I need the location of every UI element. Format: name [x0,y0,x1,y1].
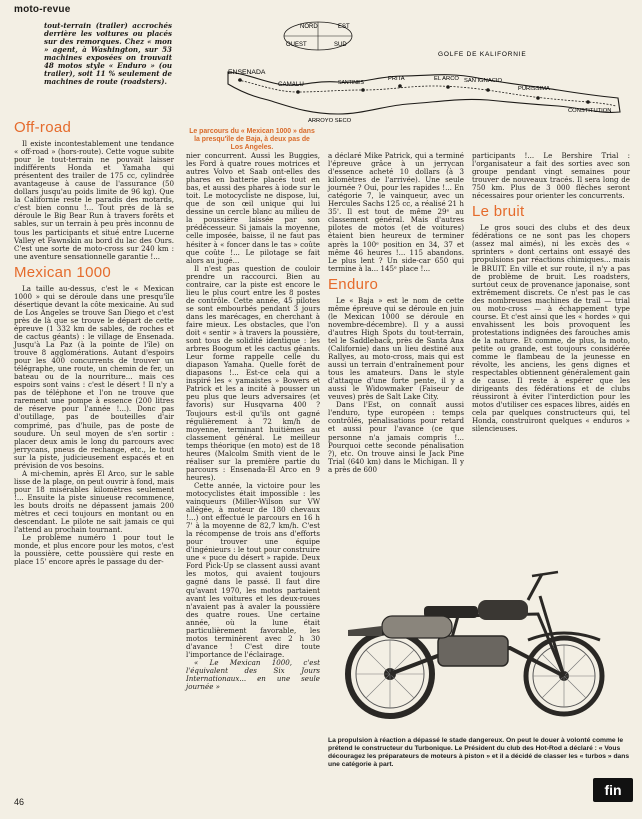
heading-mexican-1000: Mexican 1000 [14,263,111,281]
paragraph: Il n'est pas question de couloir prendre un raccourci. Bien au contraire, car la piste est encore le lieu le plus court entre les 8 postes de contrôle. Cette année, 45 pilotes se sont embourbés pendant 3 jours dans les marécages, en cherchant à faire mieux. Les obstacles, que l'on doit « sentir » à travers la poussière, sont tous de solidité identique : les arbres Boogum et les cactus géants. Leur forme rappelle celle du diapason Yamaha. Quelle forêt de diapasons !... Est-ce cela qui a inspiré les « yamaistes » Bowers et Patrick et les a incité à pousser un peu plus que leurs adversaires (et favoris) sur Husqvarna 400 ? Toujours est-il qu'ils ont gagné régulièrement à 72 km/h de moyenne, terminant huitièmes au classement général. Le meilleur temps théorique (en moto) est de 18 heures (Malcolm Smith vient de le réaliser sur la première partie du parcours : Ensenada-El Arco en 9 heures). [186,263,320,482]
page-number: 46 [14,797,25,807]
paragraph: Cette année, la victoire pour les motocyclistes était impossible : les vainqueurs (Miller-Wilson sur VW allégée, à moteur de 180 chevaux !...) ont effectué le parcours en 16 h 7' à la moyenne de 82,7 km/h. C'est la récompense de trois ans d'efforts pour trouver une équipe d'ingénieurs : le tout pour construire une « puce du désert » rapide. Deux Ford Pick-Up se classent aussi avant les motos, qui avaient toujours gagné dans le passé. Il faut dire qu'avant 1970, les motos partaient avant les voitures et les deux-roues n'avaient pas à avaler la poussière des quatre roues. Une certaine année, où la lune était particulièrement favorable, les motos terminèrent avec 2 h 30 d'avance ! C'est dire toute l'importance de l'éclairage. [186,480,320,659]
paragraph: Il existe incontestablement une tendance « off-road » (hors-route). Cette vogue subite pour le tout-terrain ne pouvait laisser indifférents Honda et Yamaha qui présentent des trailer de 175 cc, cylindrée avantageuse à cause de l'assurance (50 dollars jusqu'au poids limite de 96 kg). Que la Californie reste le paradis des motards, c'est bien connu !... Tout près de là se déroule le Big Bear Run à travers forêts et sables, sur un terrain à peu près inconnu de tous les participants et situé entre Lucerne Valley et Fawnskin au bord du lac des Ours. C'est une sorte de moto-cross sur 240 km : une aventure sensationnelle garantie !... [14,139,174,261]
fin-badge: fin [593,778,633,802]
column-1 [14,116,174,566]
paragraph: nier concurrent. Aussi les Buggies, les Ford à quatre roues motrices et autres Volvo et Saab ont-elles des phares en batterie placés tout en bas, et aussi des phares à iode sur le toit. Le motocycliste ne dispose, lui, que de son œil unique qui lui dessine un cercle blanc au milieu de la poussière laissée par son prédécesseur. Si jamais la moyenne, celle imposée, baisse, il ne faut pas hésiter à « foncer dans le tas » coûte que coûte !... Le pilotage se fait alors au jugé... [186,151,320,265]
column-2 [186,152,320,691]
column-4 [472,152,630,434]
column-3 [328,152,464,474]
ensenada-label: ENSENADA [228,69,266,76]
paragraph: La taille au-dessus, c'est le « Mexican 1000 » qui se déroule dans une presqu'île désertique devant la côte mexicaine. Au sud de Los Angeles se trouve San Diego et c'est près de là que se trouve le départ de cette épreuve (1 332 km de sables, de roches et de cactus géants) : le village de Ensenada. Jusqu'à La Paz (à la pointe de l'île) on trouve 8 agglomérations. Autant d'espoirs pour les 400 concurrents de trouver un télégraphe, une route, un chemin de fer, un bateau ou de la nourriture... mais ces espoirs sont vains : c'est le désert ! Il n'y a pas de téléphone et l'on ne trouve que rarement une pompe à essence (200 litres de réserve pour l'année !...). Donc pas d'outillage, pas de bouteilles d'air comprimé, pas d'huile, pas de poste de soudure. Un seul moyen de s'en sortir : placer deux amis le long du parcours avec jerrycans, pneus de rechange, etc., le tout sur la piste, judicieusement espacés et en prévision de vos besoins. [14,283,174,470]
paragraph: A mi-chemin, après El Arco, sur le sable lisse de la plage, on peut ouvrir à fond, mais pour 18 misérables kilomètres seulement !... Ensuite la piste sinueuse recommence, les bouts droits ne dépassent jamais 200 mètres et ceci toujours en montant ou en descendant. Le pilote ne sait jamais ce qui l'attend au prochain tournant. [14,468,174,535]
prita-label: PRITA [388,76,405,82]
santines-label: SANTINES [338,80,364,86]
paragraph: « Le Mexican 1000, c'est l'équivalent des Six Jours Internationaux... en une seule journée » [186,657,320,692]
paragraph: a déclaré Mike Patrick, qui a terminé l'épreuve grâce à un jerrycan d'essence acheté 10 dollars (à 3 kilomètres de l'arrivée). Une seule journée ? Oui, pour les rapides !... En catégorie 7, le vainqueur, avec un Hercules Sachs 125 cc, a réalisé 21 h 35'. Il est tout de même 29ᵉ au classement général. Mais d'autres pilotes de motos (et de voitures) étaient bien heureux de terminer après la 100ᵉ position en 34, 37 et même 46 heures !... 115 abandons. Le plus lent ? Un side-car 650 qui termine à la... 145ᵉ place !... [328,151,464,273]
paragraph: Le gros souci des clubs et des deux fédérations ce ne sont pas les chopers (assez mal aimés), ni les excès des « sprinters » dont certains ont essayé des propulsions par réactions chimiques... mais le BRUIT. En ville et sur route, il n'y a pas de problème de bruit. Les roadsters, surtout ceux de provenance japonaise, sont extrêmement discrets. Ce n'est pas le cas des nombreuses machines de trail — trial ou moto-cross — à échappement type course. Et c'est ainsi que les « hordes » qui envahissent les bois provoquent les protestations indignées des farouches amis de la nature. Et comme, de plus, la moto, petite ou grande, est toujours considérée comme le flambeau de la jeunesse en révolte, les anciens, les gens dignes et respectables obtiennent généralement gain de cause. Il reste à espérer que les dirigeants des fédérations et de clubs réussiront à éviter l'interdiction pour les motos d'utiliser ces espaces libres, aidés en cela par quelques constructeurs qui, tel Honda, construiront quelques « enduros » silencieuses. [472,223,630,434]
heading-le-bruit: Le bruit [472,203,525,221]
compass-west: OUEST [286,42,307,48]
coastline [228,72,620,114]
map-illustration [188,14,630,126]
paragraph: participants !... Le Bershire Trial : l'organisateur a fait des sorties avec son groupe pendant vingt semaines pour trouver de nouveaux tracés. Il sera long de 750 km. Plus de 3 000 flèches seront nécessaires pour orienter les concurrents. [472,151,630,201]
elarco-label: EL ARCO [434,76,459,82]
photo-caption: La propulsion à réaction a dépassé le stade dangereux. On peut le douer à volonté comme le prétend le constructeur du Turbonique. Le Président du club des Hot-Rod a déclaré : « Vous découragez les préparateurs de moteurs à piston » et il a décidé de classer les « turbos » dans une catégorie à part. [328,737,630,769]
camalu-label: CAMALU [278,81,304,88]
sanignacio-label: SAN IGNACIO [464,78,503,84]
constitution-label: CONSTITUTION [568,108,612,114]
gulf-label: GOLFE DE KALIFORNIE [438,51,527,58]
heading-offroad: Off-road [14,119,72,136]
jet-motorcycle-image [328,556,630,730]
paragraph: Dans l'Est, on connaît aussi l'enduro, type européen : temps contrôlés, pénalisations pour retard et aussi pour l'avance (ce que personne n'a jamais compris !... Pourquoi cette seconde pénalisation ?), etc. On trouve ainsi le Jack Pine Trial (640 km) dans le Michigan. Il y a près de 600 [328,400,464,474]
magazine-header: moto-revue [14,4,71,15]
arroyo-label: ARROYO SECO [308,118,352,124]
compass-rose [284,22,352,50]
paragraph: Le « Baja » est le nom de cette même épreuve qui se déroule en juin (le Mexican 1000 se déroule en novembre-décembre). Il y a aussi d'autres High Spots du tout-terrain, tel le Saddleback, près de Santa Ana (Californie) dans un lieu destiné aux Rallyes, au moto-cross, mais qui est aussi un terrain d'entraînement pour tous les amateurs. Dans le style d'attaque d'une forte pente, il y a aussi le Widowmaker (Faiseur de veuves) près de Salt Lake City. [328,295,464,402]
compass-east: EST [338,24,350,30]
purissima-label: PURISSIMA [518,86,550,92]
paragraph: Le problème numéro 1 pour tout le monde, et plus encore pour les motos, c'est la poussière, cette poussière qui reste en place 15' encore après le passage du der- [14,533,174,567]
compass-south: SUD [334,42,347,48]
intro-paragraph: tout-terrain (trailer) accrochés derrière les voitures ou placés sur des remorques. Chez « mon » agent, à Washington, sur 53 machines exposées on trouvait 48 motos style « Enduro » (ou trailer), soit 11 % seulement de machines de route (roadsters). [44,21,172,87]
baja-route-map [188,14,630,126]
motorcycle-photo [328,556,630,730]
map-caption: Le parcours du « Mexican 1000 » dans la presqu'île de Baja, à deux pas de Los Angeles. [189,128,315,151]
heading-enduro: Enduro [328,275,379,293]
compass-north: NORD [300,24,318,30]
